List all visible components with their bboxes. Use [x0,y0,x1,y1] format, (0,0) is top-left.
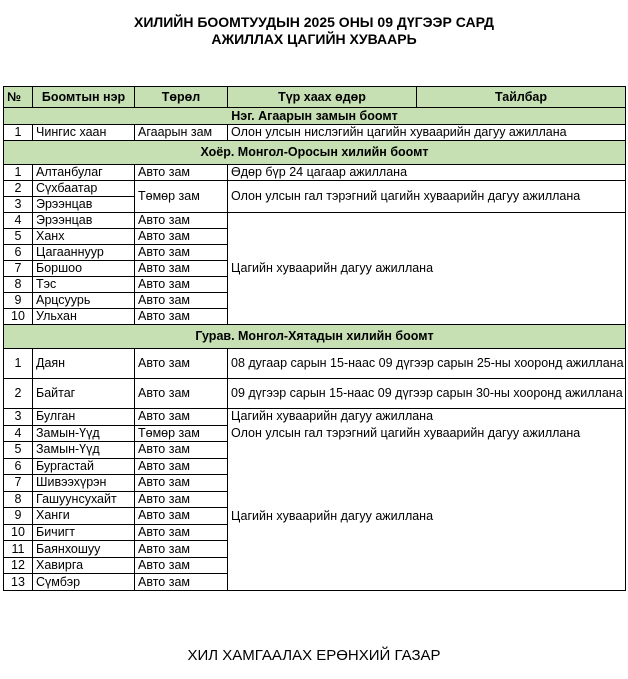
issuer-footer: ХИЛ ХАМГААЛАХ ЕРӨНХИЙ ГАЗАР [187,647,441,664]
row-type: Авто зам [135,213,228,229]
row-type: Авто зам [135,475,228,492]
row-note: Цагийн хуваарийн дагуу ажиллана [231,509,434,523]
row-num: 12 [4,557,33,574]
row-name: Ульхан [33,309,135,325]
row-type: Авто зам [135,458,228,475]
row-type: Авто зам [135,293,228,309]
document-title-line2: АЖИЛЛАХ ЦАГИЙН ХУВААРЬ [211,31,417,47]
row-name: Бичигт [33,524,135,541]
row-type: Авто зам [135,261,228,277]
header-type: Төрөл [135,87,228,108]
row-name: Гашуунсухайт [33,491,135,508]
row-note: Олон улсын нислэгийн цагийн хуваарийн дагуу ажиллана [228,125,626,141]
row-num: 11 [4,541,33,558]
row-num: 5 [4,442,33,459]
header-num: № [4,87,33,108]
row-days: 08 дугаар сарын 15-наас 09 дүгээр сарын 25-ны хооронд ажиллана [228,349,626,379]
row-num: 2 [4,181,33,197]
section-title-china: Гурав. Монгол-Хятадын хилийн боомт [4,325,626,349]
row-num: 1 [4,165,33,181]
row-num: 6 [4,245,33,261]
header-note: Тайлбар [417,87,626,108]
row-type: Авто зам [135,165,228,181]
row-num: 8 [4,491,33,508]
header-days: Түр хаах өдөр [228,87,417,108]
row-num: 13 [4,574,33,591]
row-name: Бургастай [33,458,135,475]
row-type: Авто зам [135,508,228,525]
header-name: Боомтын нэр [33,87,135,108]
section-title-air: Нэг. Агаарын замын боомт [4,108,626,125]
row-type: Авто зам [135,309,228,325]
row-num: 1 [4,349,33,379]
row-name: Эрээнцав [33,197,135,213]
row-type: Авто зам [135,379,228,409]
row-name: Ханги [33,508,135,525]
table-row [4,125,626,141]
row-num: 10 [4,309,33,325]
row-name: Байтаг [33,379,135,409]
row-type: Авто зам [135,349,228,379]
row-name: Шивээхүрэн [33,475,135,492]
row-num: 3 [4,409,33,426]
row-type: Авто зам [135,557,228,574]
row-num: 5 [4,229,33,245]
row-note: Цагийн хуваарийн дагуу ажиллана [228,213,626,325]
row-type: Төмөр зам [135,425,228,442]
row-type: Авто зам [135,442,228,459]
row-num: 1 [4,125,33,141]
row-num: 3 [4,197,33,213]
row-num: 7 [4,261,33,277]
row-name: Боршоо [33,261,135,277]
row-name: Замын-Үүд [33,442,135,459]
row-num: 6 [4,458,33,475]
row-num: 9 [4,508,33,525]
row-note: Олон улсын гал тэрэгний цагийн хуваарийн дагуу ажиллана [228,181,626,213]
row-name: Сүхбаатар [33,181,135,197]
schedule-table [3,86,626,591]
table-row [4,181,626,197]
row-num: 10 [4,524,33,541]
row-type: Авто зам [135,245,228,261]
table-header-row [4,87,626,108]
row-num: 4 [4,213,33,229]
table-row [4,165,626,181]
row-note: Цагийн хуваарийн дагуу ажиллана [231,409,434,423]
row-name: Хавирга [33,557,135,574]
row-days: 09 дүгээр сарын 15-наас 09 дүгээр сарын 30-ны хооронд ажиллана [228,379,626,409]
row-note: Өдөр бүр 24 цагаар ажиллана [228,165,626,181]
row-type: Авто зам [135,409,228,426]
row-name: Даян [33,349,135,379]
row-num: 8 [4,277,33,293]
row-type: Авто зам [135,229,228,245]
row-type: Авто зам [135,277,228,293]
row-type: Авто зам [135,491,228,508]
row-type: Авто зам [135,524,228,541]
row-name: Булган [33,409,135,426]
row-name: Ханх [33,229,135,245]
table-row [4,349,626,379]
row-type: Авто зам [135,541,228,558]
row-num: 9 [4,293,33,309]
row-name: Замын-Үүд [33,425,135,442]
table-row [4,409,626,426]
row-name: Тэс [33,277,135,293]
section-title-russia: Хоёр. Монгол-Оросын хилийн боомт [4,141,626,165]
row-name: Чингис хаан [33,125,135,141]
row-name: Эрээнцав [33,213,135,229]
row-type: Авто зам [135,574,228,591]
row-num: 7 [4,475,33,492]
document-title-line1: ХИЛИЙН БООМТУУДЫН 2025 ОНЫ 09 ДҮГЭЭР САРД [133,14,495,30]
row-name: Алтанбулаг [33,165,135,181]
row-num: 4 [4,425,33,442]
row-name: Арцсуурь [33,293,135,309]
row-name: Сүмбэр [33,574,135,591]
table-row [4,379,626,409]
row-note: Олон улсын гал тэрэгний цагийн хуваарийн дагуу ажиллана [231,426,581,440]
row-name: Баянхошуу [33,541,135,558]
row-name: Цагааннуур [33,245,135,261]
row-type: Агаарын зам [135,125,228,141]
row-type: Төмөр зам [135,181,228,213]
notes-cell [228,409,626,591]
row-num: 2 [4,379,33,409]
table-row [4,213,626,229]
